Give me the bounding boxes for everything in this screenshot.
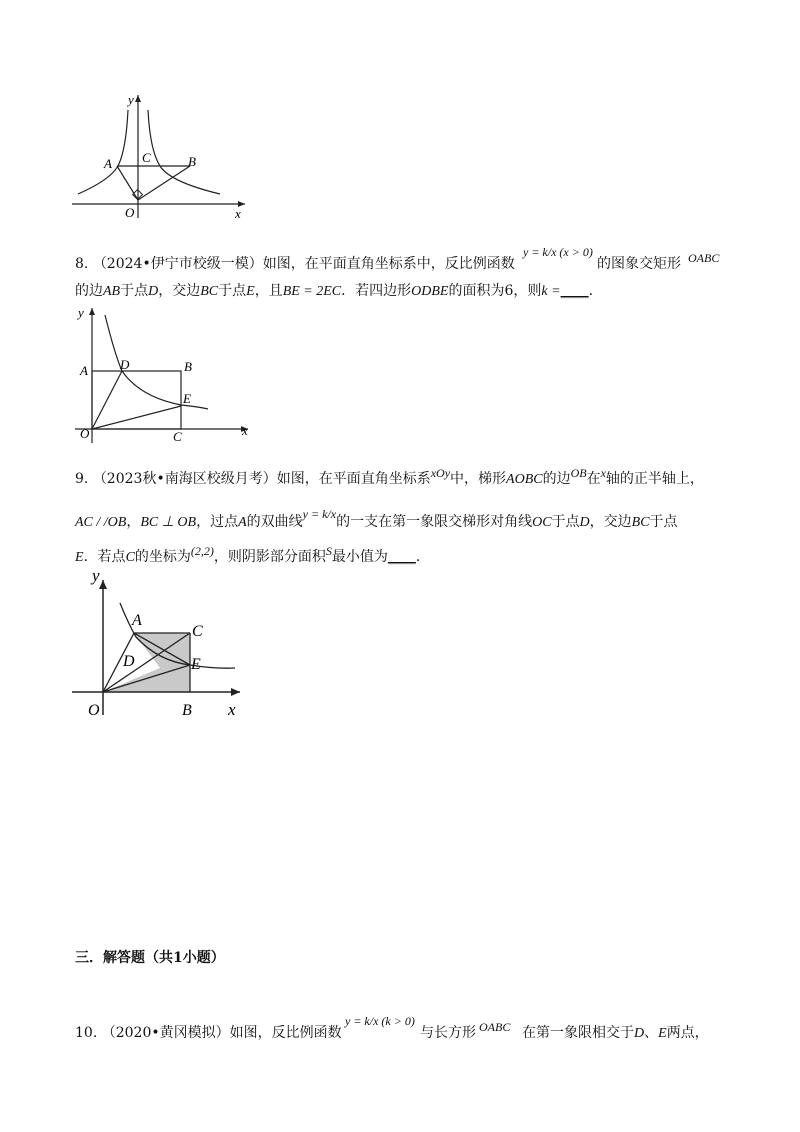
fig8-label-x: x [242,423,248,438]
q10-t1: 与长方形 [420,1025,476,1041]
q8-k: k = [541,284,561,299]
q10-rect: OABC [479,1020,511,1034]
q9-l3d: ，则阴影部分面积 [213,549,326,565]
q9-x: x [600,466,606,480]
q9-l2b: ， [126,514,141,530]
fig9-label-C: C [192,623,203,640]
fig8-label-B: B [184,359,192,374]
q9-l3e: 最小值为 [331,549,388,565]
q9-t1: 中，梯形 [450,471,507,487]
fig8-label-O: O [80,426,90,441]
q9-l2c: BC ⊥ OB [140,515,197,530]
fig9-label-E: E [191,656,201,673]
q9-end: . [415,549,421,565]
q8-quad: ODBE [411,284,449,299]
q8-text1: 的图象交矩形 [597,256,681,272]
q8-l2b: 于点 [120,283,149,299]
fig7-label-A: A [104,156,112,171]
q8-l2g: 的面积为6，则 [448,283,542,299]
q8-AB: AB [103,284,121,299]
q9-l2h: ，交边 [589,514,632,530]
fig8-label-y: y [78,305,84,320]
figure-q9 [70,565,255,725]
q9-C: C [125,550,135,565]
fig8-label-A: A [80,363,88,378]
q8-BC: BC [200,284,219,299]
section-heading: 三．解答题（共1小题） [75,950,225,966]
q9-formula: y = k/x [302,507,337,521]
q8-D: D [148,284,159,299]
fig7-label-O: O [125,205,135,220]
q8-cond: BE = 2EC [282,284,342,299]
fig7-label-y: y [128,92,134,107]
q8-end: . [588,283,594,299]
q9-answer-blank: ____ [387,549,416,565]
fig9-label-B: B [182,702,192,719]
q9-OC: OC [532,515,552,530]
q9-OB: OB [570,466,587,480]
q8-line1 [75,245,720,274]
q10-source: （2020•黄冈模拟）如图，反比例函数 [101,1025,342,1041]
q9-line1 [75,466,704,490]
q9-l2g: 于点 [551,514,580,530]
q10-D: D [634,1026,645,1041]
fig8-label-C: C [173,429,182,444]
q9-line2 [75,507,678,533]
q8-source: （2024•伊宁市校级一模）如图，在平面直角坐标系中，反比例函数 [92,256,515,272]
q8-l2a: 的边 [75,283,103,299]
q10-formula: y = k/x (k > 0) [345,1014,415,1028]
q8-E: E [246,284,255,299]
q8-rect: OABC [688,251,720,265]
q9-BC: BC [631,515,650,530]
q9-xOy: xOy [430,466,451,480]
figure-q8 [70,305,255,445]
q8-l2c: ，交边 [158,283,201,299]
fig9-label-D: D [123,653,135,670]
figure-q7 [70,90,250,220]
fig9-label-x: x [228,700,236,719]
q8-l2d: 于点 [218,283,247,299]
q8-answer-blank: ____ [560,283,589,299]
q8-number: 8. [75,256,89,272]
q9-l2d: ，过点 [196,514,239,530]
fig9-label-y: y [92,566,100,585]
q9-E: E [75,550,84,565]
q9-A: A [238,515,247,530]
q8-line2 [75,281,593,302]
fig9-label-O: O [88,702,100,719]
q10-t3: 、 [644,1025,659,1041]
q9-AOBC: AOBC [506,472,543,487]
q10-line1 [75,1014,709,1043]
fig8-label-D: D [120,357,130,372]
q9-l3b: ．若点 [83,549,126,565]
q9-l2a: AC / /OB [75,515,127,530]
fig7-label-C: C [142,150,151,165]
q9-t4: 轴的正半轴上， [605,471,704,487]
q9-t3: 在 [586,471,601,487]
fig7-label-B: B [188,154,196,169]
q8-l2e: ，且 [254,283,283,299]
fig7-label-x: x [235,206,241,220]
q9-t2: 的边 [542,471,571,487]
q9-D: D [579,515,590,530]
q8-l2f: ．若四边形 [341,283,412,299]
q9-coord: (2,2) [190,544,214,558]
q8-formula: y = k/x (x > 0) [523,245,593,259]
q9-l2e: 的双曲线 [246,514,303,530]
q10-number: 10. [75,1025,98,1041]
fig8-label-E: E [183,391,191,406]
q10-E: E [658,1026,667,1041]
q9-l3c: 的坐标为 [134,549,191,565]
q9-S: S [325,544,332,558]
q9-l2i: 于点 [649,514,678,530]
q10-t2: 在第一象限相交于 [522,1025,634,1041]
q10-rest [522,1023,709,1044]
q10-t4: 两点， [666,1025,709,1041]
q9-number: 9. [75,471,89,487]
q9-l2f: 的一支在第一象限交梯形对角线 [336,514,533,530]
fig9-label-A: A [132,612,142,629]
q9-source: （2023秋•南海区校级月考）如图，在平面直角坐标系 [92,471,431,487]
